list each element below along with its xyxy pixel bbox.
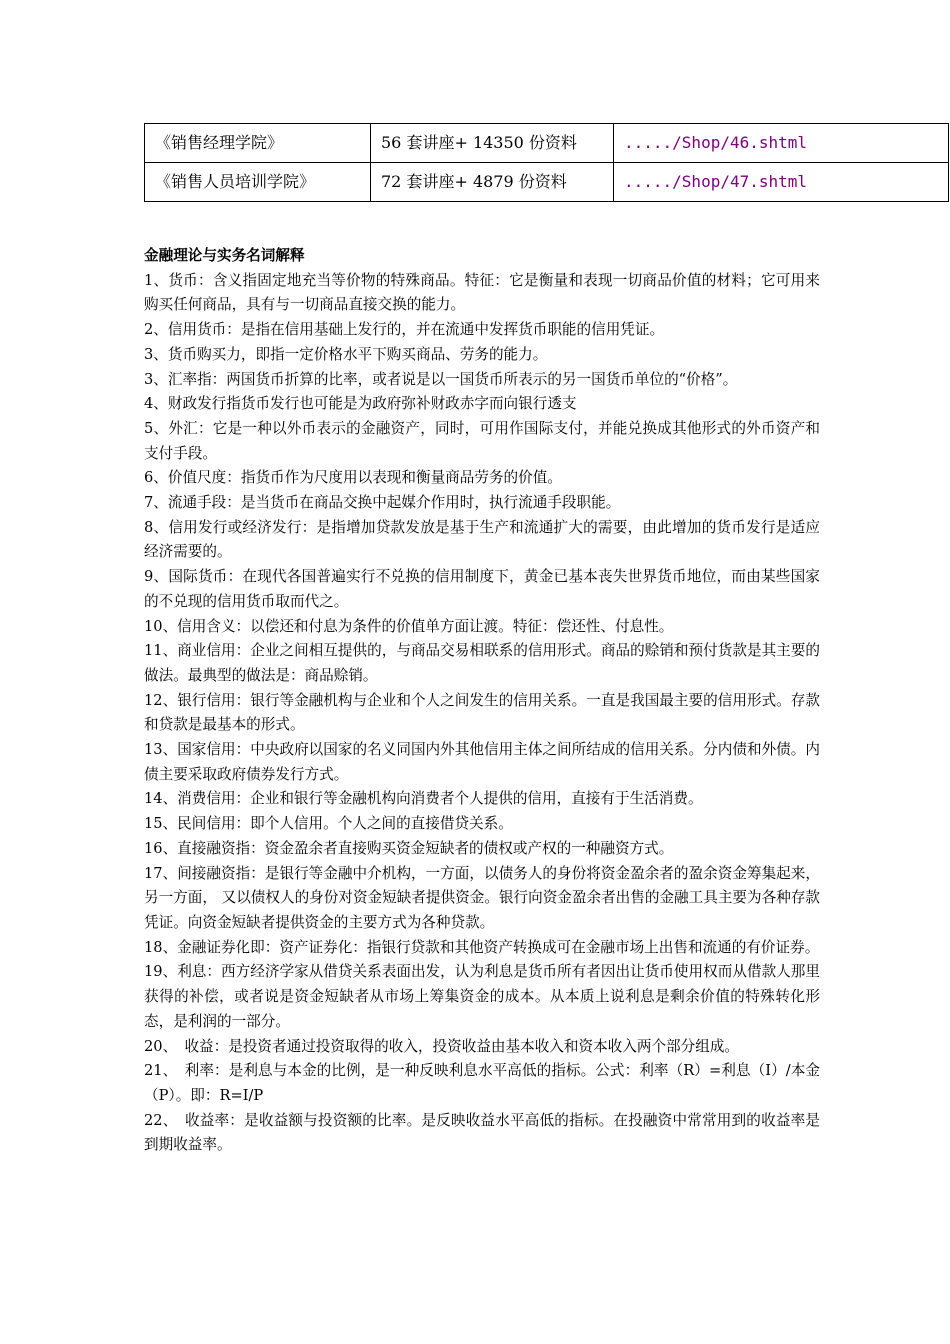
glossary-entry: 13、国家信用：中央政府以国家的名义同国内外其他信用主体之间所结成的信用关系。分内债和外债。内债主要采取政府债券发行方式。 — [144, 741, 820, 783]
glossary-entry: 5、外汇：它是一种以外币表示的金融资产，同时，可用作国际支付，并能兑换成其他形式的外币资产和支付手段。 — [144, 419, 820, 462]
glossary-entry: 2、信用货币：是指在信用基础上发行的，并在流通中发挥货币职能的信用凭证。 — [144, 321, 665, 339]
resource-table — [144, 123, 949, 202]
glossary-entry: 10、信用含义：以偿还和付息为条件的价值单方面让渡。特征：偿还性、付息性。 — [144, 617, 674, 635]
glossary-entry: 11、商业信用：企业之间相互提供的，与商品交易相联系的信用形式。商品的赊销和预付货款是其主要的做法。最典型的做法是：商品赊销。 — [144, 642, 820, 684]
glossary-entry: 18、金融证券化即：资产证券化：指银行贷款和其他资产转换成可在金融市场上出售和流通的有价证券。 — [144, 938, 820, 956]
glossary-entry: 17、间接融资指：是银行等金融中介机构，一方面，以债务人的身份将资金盈余者的盈余资金筹集起来，另一方面， 又以债权人的身份对资金短缺者提供资金。银行向资金盈余者出售的金融工具主要为各种存款凭证。向资金短缺者提供资金的主要方式为各种贷款。 — [144, 864, 820, 931]
glossary-entry: 21、 利率：是利息与本金的比例，是一种反映利息水平高低的指标。公式：利率（R）=利息（I）/本金（P）。即：R=I/P — [144, 1062, 820, 1104]
glossary-entry: 12、银行信用：银行等金融机构与企业和个人之间发生的信用关系。一直是我国最主要的信用形式。存款和贷款是最基本的形式。 — [144, 691, 820, 734]
glossary-entry: 3、货币购买力，即指一定价格水平下购买商品、劳务的能力。 — [144, 345, 548, 363]
glossary-entry: 4、财政发行指货币发行也可能是为政府弥补财政赤字而向银行透支 — [144, 395, 577, 413]
glossary-entry: 22、 收益率：是收益额与投资额的比率。是反映收益水平高低的指标。在投融资中常常用到的收益率是到期收益率。 — [144, 1111, 820, 1154]
glossary-entry: 6、价值尺度：指货币作为尺度用以表现和衡量商品劳务的价值。 — [144, 469, 562, 487]
glossary-entry: 3、汇率指：两国货币折算的比率，或者说是以一国货币所表示的另一国货币单位的“价格”。 — [144, 370, 738, 388]
table-row — [145, 163, 949, 202]
glossary-entry: 8、信用发行或经济发行：是指增加贷款发放是基于生产和流通扩大的需要，由此增加的货币发行是适应经济需要的。 — [144, 518, 820, 561]
glossary-entry: 16、直接融资指：资金盈余者直接购买资金短缺者的债权或产权的一种融资方式。 — [144, 839, 674, 857]
course-name: 《销售经理学院》 — [145, 124, 371, 163]
course-name: 《销售人员培训学院》 — [145, 163, 371, 202]
shop-link[interactable]: ...../Shop/46.shtml — [624, 133, 808, 152]
glossary-entry: 15、民间信用：即个人信用。个人之间的直接借贷关系。 — [144, 815, 513, 833]
glossary-entry: 1、货币：含义指固定地充当等价物的特殊商品。特征：它是衡量和表现一切商品价值的材料；它可用来购买任何商品，具有与一切商品直接交换的能力。 — [144, 271, 820, 314]
glossary-entry: 7、流通手段：是当货币在商品交换中起媒介作用时，执行流通手段职能。 — [144, 494, 621, 512]
shop-link[interactable]: ...../Shop/47.shtml — [624, 172, 808, 191]
course-description: 56 套讲座+ 14350 份资料 — [371, 124, 614, 163]
glossary-section — [144, 244, 820, 1158]
section-heading: 金融理论与实务名词解释 — [144, 247, 305, 264]
glossary-entry: 19、利息：西方经济学家从借贷关系表面出发，认为利息是货币所有者因出让货币使用权而从借款人那里获得的补偿，或者说是资金短缺者从市场上筹集资金的成本。从本质上说利息是剩余价值的特殊转化形态，是利润的一部分。 — [144, 963, 820, 1030]
glossary-entry: 14、消费信用：企业和银行等金融机构向消费者个人提供的信用，直接有于生活消费。 — [144, 790, 703, 808]
course-description: 72 套讲座+ 4879 份资料 — [371, 163, 614, 202]
table-row — [145, 124, 949, 163]
glossary-entry: 9、国际货币：在现代各国普遍实行不兑换的信用制度下，黄金已基本丧失世界货币地位，而由某些国家的不兑现的信用货币取而代之。 — [144, 568, 820, 610]
glossary-entry: 20、 收益：是投资者通过投资取得的收入，投资收益由基本收入和资本收入两个部分组成。 — [144, 1037, 740, 1055]
